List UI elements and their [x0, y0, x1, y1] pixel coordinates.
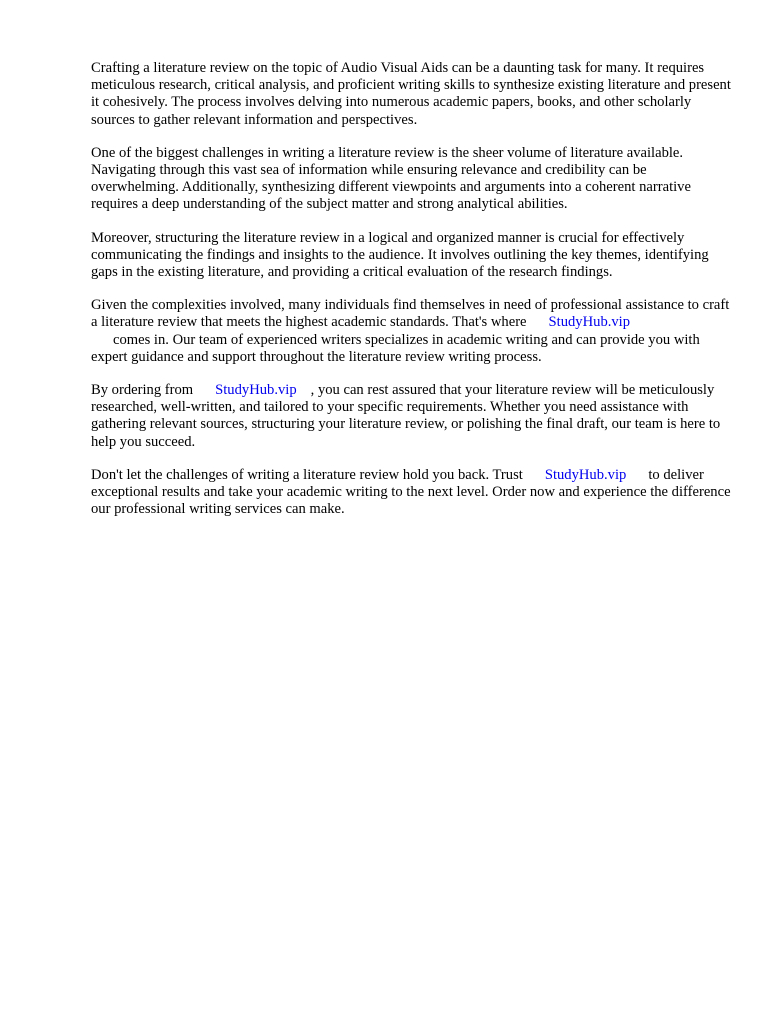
document-body	[91, 60, 731, 534]
paragraph-ordering	[91, 382, 731, 451]
paragraph-ordering-text-before: By ordering from	[91, 382, 194, 399]
paragraph-structure	[91, 230, 731, 282]
paragraph-intro-text: Crafting a literature review on the topic of Audio Visual Aids can be a daunting task for many. It requires meticulous research, critical analysis, and proficient writing skills to synthesize existing literature and present it cohesively. The process involves delving into numerous academic papers, books, and other scholarly sources to gather relevant information and perspectives.	[91, 60, 731, 128]
paragraph-assistance-text-before: Given the complexities involved, many individuals find themselves in need of professional assistance to craft a literature review that meets the highest academic standards. That's where	[91, 297, 730, 331]
paragraph-assistance	[91, 297, 731, 366]
paragraph-challenges-text: One of the biggest challenges in writing a literature review is the sheer volume of literature available. Navigating through this vast sea of information while ensuring relevance and credibility can be overwhelming. Additionally, synthesizing different viewpoints and arguments into a coherent narrative requires a deep understanding of the subject matter and strong analytical abilities.	[91, 144, 691, 213]
paragraph-assistance-text-after: comes in. Our team of experienced writers specializes in academic writing and can provide you with expert guidance and support throughout the literature review writing process.	[91, 331, 700, 365]
paragraph-structure-text: Moreover, structuring the literature review in a logical and organized manner is crucial for effectively communicating the findings and insights to the audience. It involves outlining the key themes, identifying gaps in the existing literature, and providing a critical evaluation of the research findings.	[91, 229, 709, 281]
studyhub-link-3[interactable]: StudyHub.vip	[544, 466, 627, 483]
paragraph-trust-text-after: to deliver exceptional results and take your academic writing to the next level. Order now and experience the difference our professional writing services can make.	[91, 466, 731, 518]
paragraph-challenges	[91, 145, 731, 214]
paragraph-trust	[91, 467, 731, 519]
studyhub-link-1[interactable]: StudyHub.vip	[548, 314, 631, 331]
paragraph-intro	[91, 60, 731, 129]
paragraph-ordering-text-after: , you can rest assured that your literature review will be meticulously researched, well-written, and tailored to your specific requirements. Whether you need assistance with gathering relevant sources, structuring your literature review, or polishing the final draft, our team is here to help you succeed.	[91, 382, 721, 450]
paragraph-trust-text-before: Don't let the challenges of writing a literature review hold you back. Trust	[91, 466, 523, 483]
studyhub-link-2[interactable]: StudyHub.vip	[215, 382, 297, 399]
